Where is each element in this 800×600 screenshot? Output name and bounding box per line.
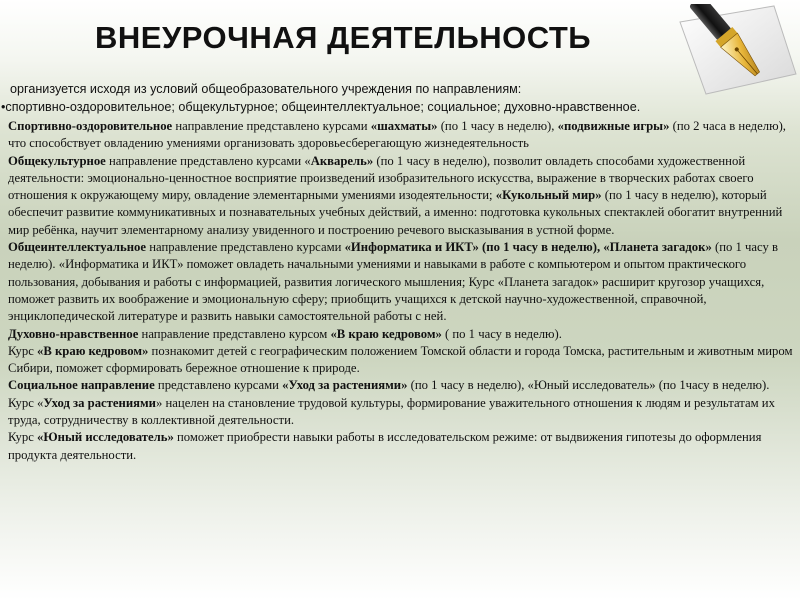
page-title: ВНЕУРОЧНАЯ ДЕЯТЕЛЬНОСТЬ [95, 20, 592, 55]
paragraph-culture: Общекультурное направление представлено курсами «Акварель» (по 1 часу в неделю), позволит овладеть способами художественной деятельности: эмоционально-ценностное восприятие произведений изобразительного искусства, выражение в творческих работах своего отношения к окружающему миру, овладение элементарными умениями изодеятельности; «Кукольный мир» (по 1 часу в неделю), который обеспечит развитие коммуникативных и познавательных учебных действий, а именно: подготовка кукольных спектаклей обогатит внутренний мир ребёнка, научит элементарному анализу увиденного и построению речевого высказывания в устной форме. [8, 153, 783, 237]
paragraph-plants-course: Курс «Уход за растениями» нацелен на становление трудовой культуры, формирование уважительного отношения к людям и результатам их труда, сотрудничеству в коллективной деятельности. [8, 395, 775, 428]
paragraph-spiritual: Духовно-нравственное направление представлено курсом «В краю кедровом» ( по 1 часу в неделю). [8, 326, 562, 341]
paragraph-researcher-course: Курс «Юный исследователь» поможет приобрести навыки работы в исследовательском режиме: от выдвижения гипотезы до оформления продукта деятельности. [8, 430, 762, 462]
paragraph-cedar-course: Курс «В краю кедровом» познакомит детей с географическим положением Томской области и города Томска, растительным и животным миром Сибири, поможет сформировать бережное отношение к природе. [8, 343, 793, 376]
paragraph-sport: Спортивно-оздоровительное направление представлено курсами «шахматы» (по 1 часу в неделю), «подвижные игры» (по 2 часа в неделю), что способствует овладению умениями организовать здоровьесберегающую жизнедеятельность [8, 119, 786, 151]
heading-culture: Общекультурное [8, 153, 106, 168]
intro-block [1, 80, 795, 114]
directions-list: •спортивно-оздоровительное; общекультурное; общеинтеллектуальное; социальное; духовно-нравственное. [1, 100, 641, 114]
body-text [8, 118, 793, 464]
heading-social: Социальное направление [8, 378, 155, 393]
heading-intellect: Общеинтеллектуальное [8, 240, 147, 255]
paragraph-social: Социальное направление представлено курсами «Уход за растениями» (по 1 часу в неделю), «Юный исследователь» (по 1часу в неделю). [8, 378, 770, 393]
heading-sport: Спортивно-оздоровительное [8, 119, 173, 133]
paragraph-intellect: Общеинтеллектуальное направление представлено курсами «Информатика и ИКТ» (по 1 часу в неделю), «Планета загадок» (по 1 часу в неделю). «Информатика и ИКТ» поможет овладеть начальными умениями и навыками в работе с компьютером и опытом практического пользования, добывания и работы с информацией, развития логического мышления; Курс «Планета загадок» расширит кругозор учащихся, поможет развить их воображение и эмоциональную сферу; приобщить учащихся к детской научно-художественной, справочной, энциклопедической литературе и развить навыки самостоятельной работы с ней. [8, 240, 778, 324]
intro-text: организуется исходя из условий общеобразовательного учреждения по направлениям: [10, 82, 522, 96]
heading-spiritual: Духовно-нравственное [8, 326, 139, 341]
